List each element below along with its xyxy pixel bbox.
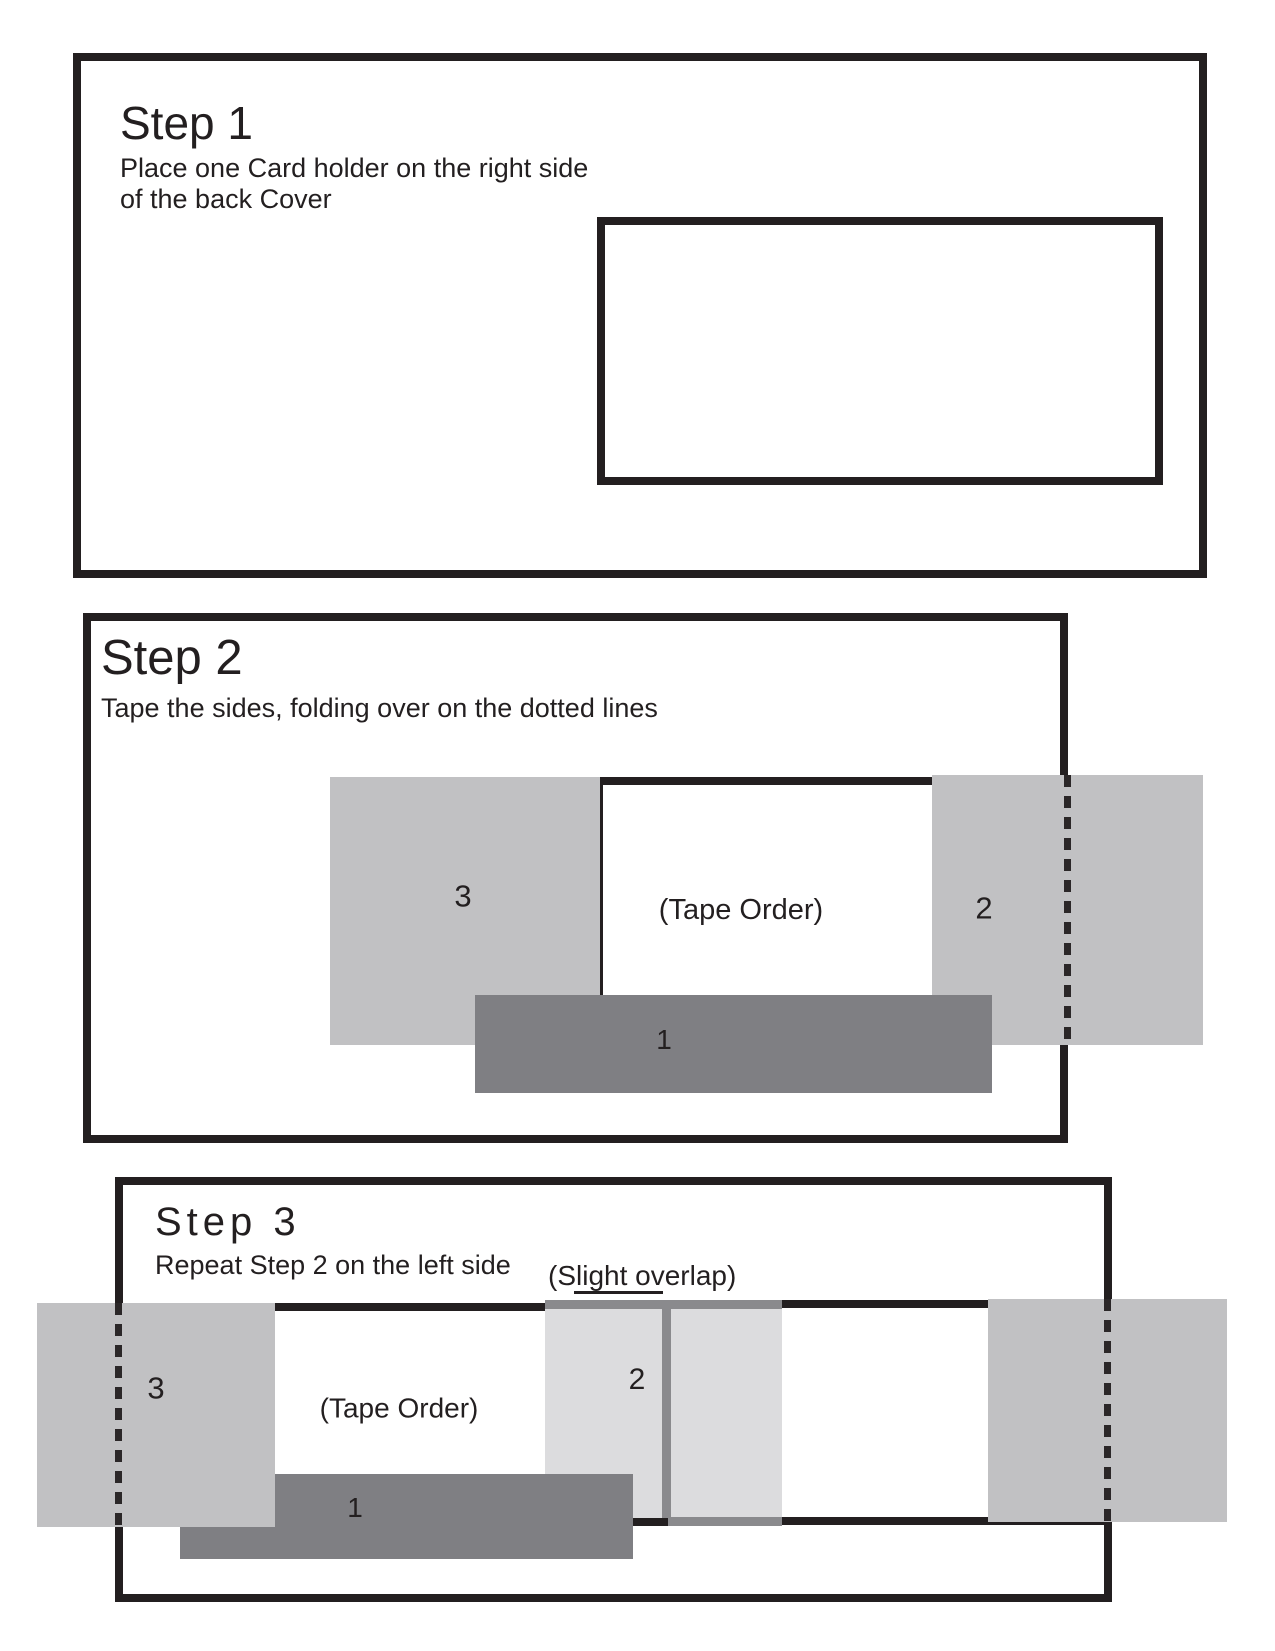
step2-tape-3-label: 3: [454, 878, 472, 914]
step2-fold-dashed-line-right: [1064, 775, 1071, 1045]
step3-slight-overlap-underline: [574, 1291, 663, 1294]
step3-description: Repeat Step 2 on the left side: [155, 1250, 511, 1280]
step1-description-line1: Place one Card holder on the right side: [120, 153, 589, 183]
step2-title: Step 2: [101, 631, 243, 685]
step1-description-line2: of the back Cover: [120, 184, 332, 214]
step2-tape-2-label: 2: [975, 890, 993, 926]
step1-card-holder-outline: [597, 217, 1163, 485]
step3-title: Step 3: [155, 1200, 301, 1244]
step2-tape-order-label: (Tape Order): [658, 894, 824, 927]
step2-tape-1-label: 1: [656, 1024, 672, 1055]
step3-card-joint-edge-under-tape: [662, 1300, 671, 1525]
step3-tape-3-left: [37, 1303, 275, 1527]
step3-tape-2-label: 2: [628, 1363, 646, 1396]
step3-slight-overlap-label: (Slight overlap): [548, 1260, 737, 1291]
step2-description: Tape the sides, folding over on the dotted lines: [101, 693, 658, 723]
step2-tape-1-bottom: [475, 995, 992, 1093]
step3-tape-order-label: (Tape Order): [319, 1392, 479, 1424]
step3-bottom-edge-under-tape: [668, 1517, 782, 1526]
step1-title: Step 1: [120, 97, 253, 149]
step3-fold-dashed-line-left: [115, 1303, 122, 1527]
step3-tape-1-label: 1: [347, 1492, 363, 1523]
step3-tape-3-label: 3: [147, 1370, 165, 1406]
step3-left-card-bottom-border-stub: [633, 1518, 668, 1526]
step3-fold-dashed-line-right: [1104, 1299, 1111, 1522]
